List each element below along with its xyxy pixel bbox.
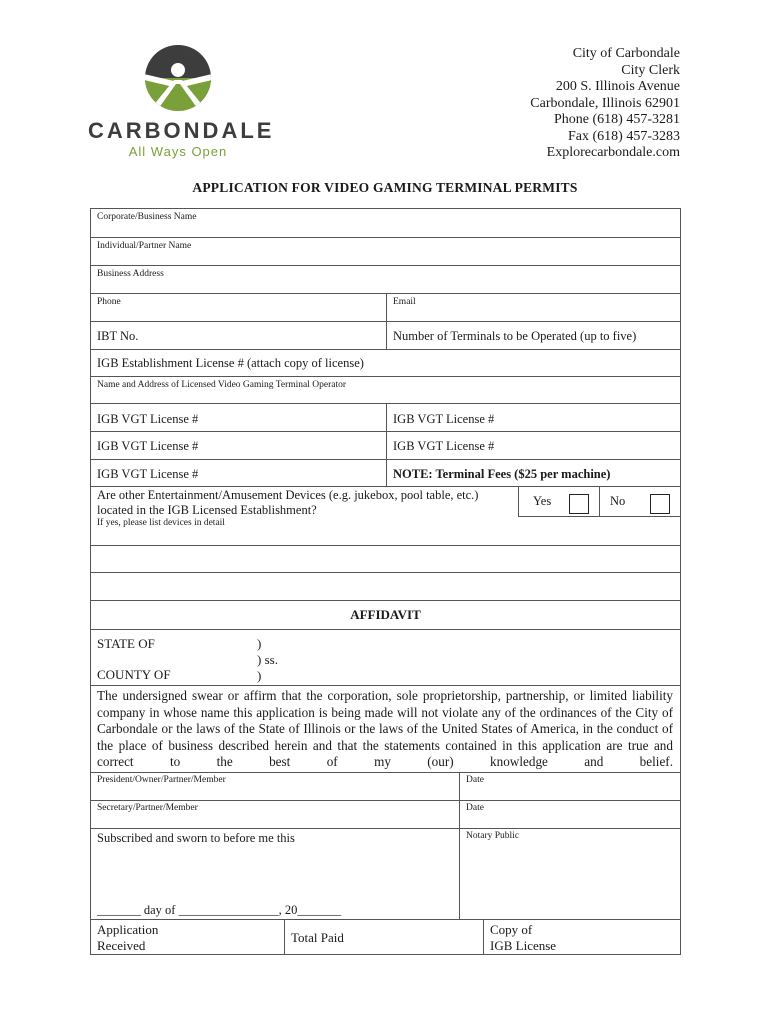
ibt-number-field[interactable]	[91, 322, 386, 349]
field-label: IGB VGT License #	[97, 439, 199, 453]
field-label: Total Paid	[291, 930, 344, 945]
total-paid-field[interactable]	[284, 920, 483, 954]
affidavit-heading: AFFIDAVIT	[350, 607, 421, 622]
secretary-date-field[interactable]	[459, 801, 680, 828]
field-label: Copy of	[490, 922, 533, 937]
vgt-license-field[interactable]	[91, 460, 386, 486]
address-line: City of Carbondale	[572, 46, 680, 61]
notary-row	[91, 829, 680, 920]
document-title: APPLICATION FOR VIDEO GAMING TERMINAL PERMITS	[192, 180, 578, 195]
permit-application-form	[90, 208, 681, 955]
igb-establishment-license-field[interactable]	[91, 350, 680, 377]
president-date-field[interactable]	[459, 773, 680, 800]
vgt-license-field[interactable]	[386, 432, 680, 459]
office-use-row	[91, 920, 680, 954]
field-label: President/Owner/Partner/Member	[97, 775, 226, 785]
corporate-name-field[interactable]	[91, 209, 680, 238]
affidavit-statement-row	[91, 686, 680, 773]
president-signature-field[interactable]	[91, 773, 459, 800]
vgt-license-note-row	[91, 460, 680, 487]
paren-mark: )	[257, 668, 262, 683]
address-line: Carbondale, Illinois 62901	[530, 95, 680, 111]
list-devices-line[interactable]	[91, 573, 680, 601]
field-label: Secretary/Partner/Member	[97, 803, 198, 813]
question-line-1: Are other Entertainment/Amusement Devices (e.g. jukebox, pool table, etc.)	[97, 488, 479, 502]
field-label: IGB License	[490, 938, 557, 953]
list-devices-line[interactable]	[91, 546, 680, 573]
yes-option[interactable]	[518, 487, 599, 517]
partner-name-field[interactable]	[91, 238, 680, 266]
list-devices-field[interactable]	[91, 517, 680, 546]
secretary-signature-row	[91, 801, 680, 829]
address-fax: Fax (618) 457-3283	[568, 128, 680, 144]
field-label: Business Address	[97, 269, 164, 279]
logo-tagline: All Ways Open	[128, 144, 228, 159]
address-phone: Phone (618) 457-3281	[554, 112, 680, 127]
terminal-fees-note	[386, 460, 680, 486]
application-received-field[interactable]	[91, 920, 284, 954]
field-label: IBT No.	[97, 329, 139, 343]
number-of-terminals-field[interactable]	[386, 322, 680, 349]
subscribed-sworn-field[interactable]	[91, 829, 459, 919]
field-label: Received	[97, 938, 146, 953]
other-devices-text	[91, 487, 518, 517]
yes-checkbox[interactable]	[569, 494, 589, 514]
no-checkbox[interactable]	[650, 494, 670, 514]
business-address-field[interactable]	[91, 266, 680, 294]
field-label: IGB VGT License #	[393, 412, 495, 426]
state-county-row	[91, 630, 680, 686]
address-line: 200 S. Illinois Avenue	[555, 79, 680, 94]
field-label: IGB VGT License #	[97, 467, 199, 481]
day-of-line: _______ day of ________________, 20_______	[97, 903, 342, 917]
phone-email-row	[91, 294, 680, 322]
operator-name-address-field[interactable]	[91, 377, 680, 404]
other-devices-question	[91, 487, 680, 517]
secretary-signature-field[interactable]	[91, 801, 459, 828]
affidavit-statement: The undersigned swear or affirm that the corporation, sole proprietorship, partnership, or limited liability company in whose name this application is being made will not violate any of the ordinances of the City of Carbondale or the laws of the State of Illinois or the laws of the United States of America, in the conduct of the place of business described herein and that the statements contained in this application are true and correct to the best of my (our) knowledge and belief.	[97, 688, 673, 769]
field-label: Individual/Partner Name	[97, 241, 192, 251]
paren-mark: )	[257, 636, 262, 651]
field-label: Corporate/Business Name	[97, 212, 197, 222]
note-text: NOTE: Terminal Fees ($25 per machine)	[393, 467, 611, 481]
field-label: Application	[97, 922, 159, 937]
vgt-license-field[interactable]	[91, 432, 386, 459]
field-label: Phone	[97, 297, 121, 307]
copy-igb-license-field[interactable]	[483, 920, 680, 954]
affidavit-heading-row	[91, 601, 680, 630]
no-label: No	[610, 494, 626, 508]
field-label: Name and Address of Licensed Video Gaming Terminal Operator	[97, 380, 347, 390]
field-label: Date	[466, 775, 484, 785]
field-label: IGB VGT License #	[97, 412, 199, 426]
county-of-label: COUNTY OF	[97, 667, 171, 682]
president-signature-row	[91, 773, 680, 801]
logo-wordmark: CARBONDALE	[88, 118, 275, 143]
field-label: Date	[466, 803, 484, 813]
address-line: City Clerk	[621, 62, 680, 78]
vgt-license-row	[91, 404, 680, 432]
ibt-terminals-row	[91, 322, 680, 350]
question-line-2: located in the IGB Licensed Establishment?	[97, 503, 317, 517]
carbondale-emblem-icon	[144, 44, 212, 112]
field-label: IGB VGT License #	[393, 439, 495, 453]
vgt-license-row	[91, 432, 680, 460]
field-label: Number of Terminals to be Operated (up to five)	[393, 329, 637, 343]
vgt-license-field[interactable]	[91, 404, 386, 431]
ss-mark: ) ss.	[257, 652, 278, 667]
vgt-license-field[interactable]	[386, 404, 680, 431]
email-field[interactable]	[386, 294, 680, 321]
no-option[interactable]	[599, 487, 680, 517]
field-label: IGB Establishment License # (attach copy of license)	[97, 356, 364, 370]
address-website: Explorecarbondale.com	[546, 145, 680, 160]
field-label: If yes, please list devices in detail	[97, 518, 225, 528]
subscribed-label: Subscribed and sworn to before me this	[97, 831, 295, 845]
carbondale-logo	[88, 44, 275, 164]
city-address-block	[530, 46, 680, 162]
state-of-label: STATE OF	[97, 636, 155, 651]
yes-label: Yes	[533, 494, 552, 508]
field-label: Notary Public	[466, 831, 520, 841]
field-label: Email	[393, 297, 416, 307]
notary-public-field[interactable]	[459, 829, 680, 919]
phone-field[interactable]	[91, 294, 386, 321]
